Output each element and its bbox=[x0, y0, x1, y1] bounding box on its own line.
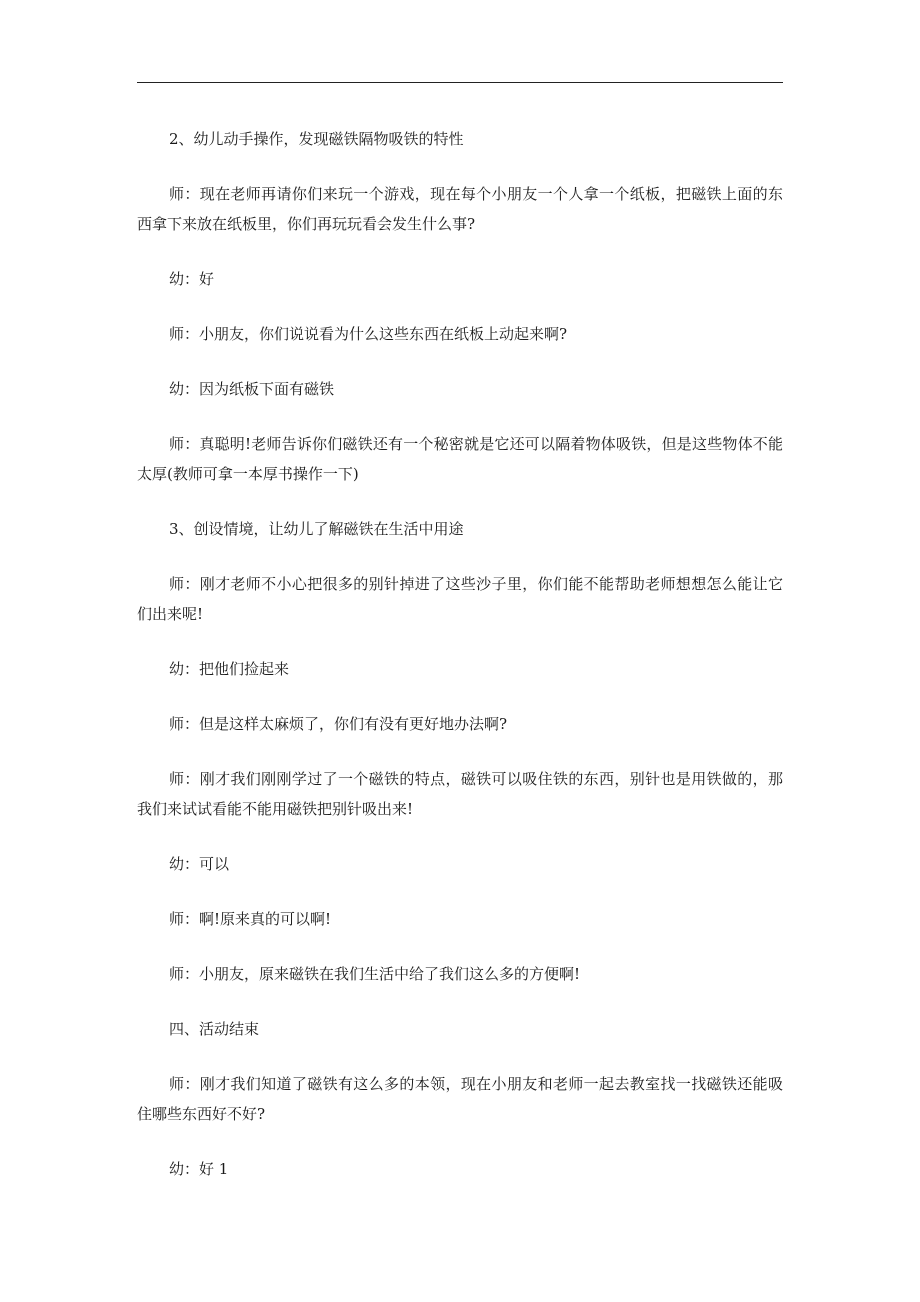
section-heading: 2、幼儿动手操作，发现磁铁隔物吸铁的特性 bbox=[169, 130, 464, 148]
teacher-line: 师：刚才老师不小心把很多的别针掉进了这些沙子里，你们能不能帮助老师想想怎么能让它们出来呢! bbox=[137, 575, 783, 623]
child-line: 幼：因为纸板下面有磁铁 bbox=[169, 380, 335, 398]
child-line: 幼：好 1 bbox=[169, 1160, 229, 1178]
section-heading: 3、创设情境，让幼儿了解磁铁在生活中用途 bbox=[169, 520, 464, 538]
teacher-line: 师：现在老师再请你们来玩一个游戏，现在每个小朋友一个人拿一个纸板，把磁铁上面的东西拿下来放在纸板里，你们再玩玩看会发生什么事? bbox=[137, 185, 783, 233]
teacher-line: 师：但是这样太麻烦了，你们有没有更好地办法啊? bbox=[169, 715, 508, 733]
document-body bbox=[137, 124, 783, 1184]
teacher-line: 师：啊!原来真的可以啊! bbox=[169, 910, 332, 928]
section-heading: 四、活动结束 bbox=[169, 1020, 260, 1038]
child-line: 幼：把他们捡起来 bbox=[169, 660, 290, 678]
header-rule bbox=[137, 82, 783, 83]
child-line: 幼：可以 bbox=[169, 855, 230, 873]
teacher-line: 师：刚才我们知道了磁铁有这么多的本领，现在小朋友和老师一起去教室找一找磁铁还能吸住哪些东西好不好? bbox=[137, 1075, 783, 1123]
teacher-line: 师：小朋友，原来磁铁在我们生活中给了我们这么多的方便啊! bbox=[169, 965, 581, 983]
child-line: 幼：好 bbox=[169, 270, 215, 288]
teacher-line: 师：真聪明!老师告诉你们磁铁还有一个秘密就是它还可以隔着物体吸铁，但是这些物体不能太厚(教师可拿一本厚书操作一下) bbox=[137, 435, 783, 483]
teacher-line: 师：刚才我们刚刚学过了一个磁铁的特点，磁铁可以吸住铁的东西，别针也是用铁做的，那我们来试试看能不能用磁铁把别针吸出来! bbox=[137, 770, 783, 818]
teacher-line: 师：小朋友，你们说说看为什么这些东西在纸板上动起来啊? bbox=[169, 325, 568, 343]
